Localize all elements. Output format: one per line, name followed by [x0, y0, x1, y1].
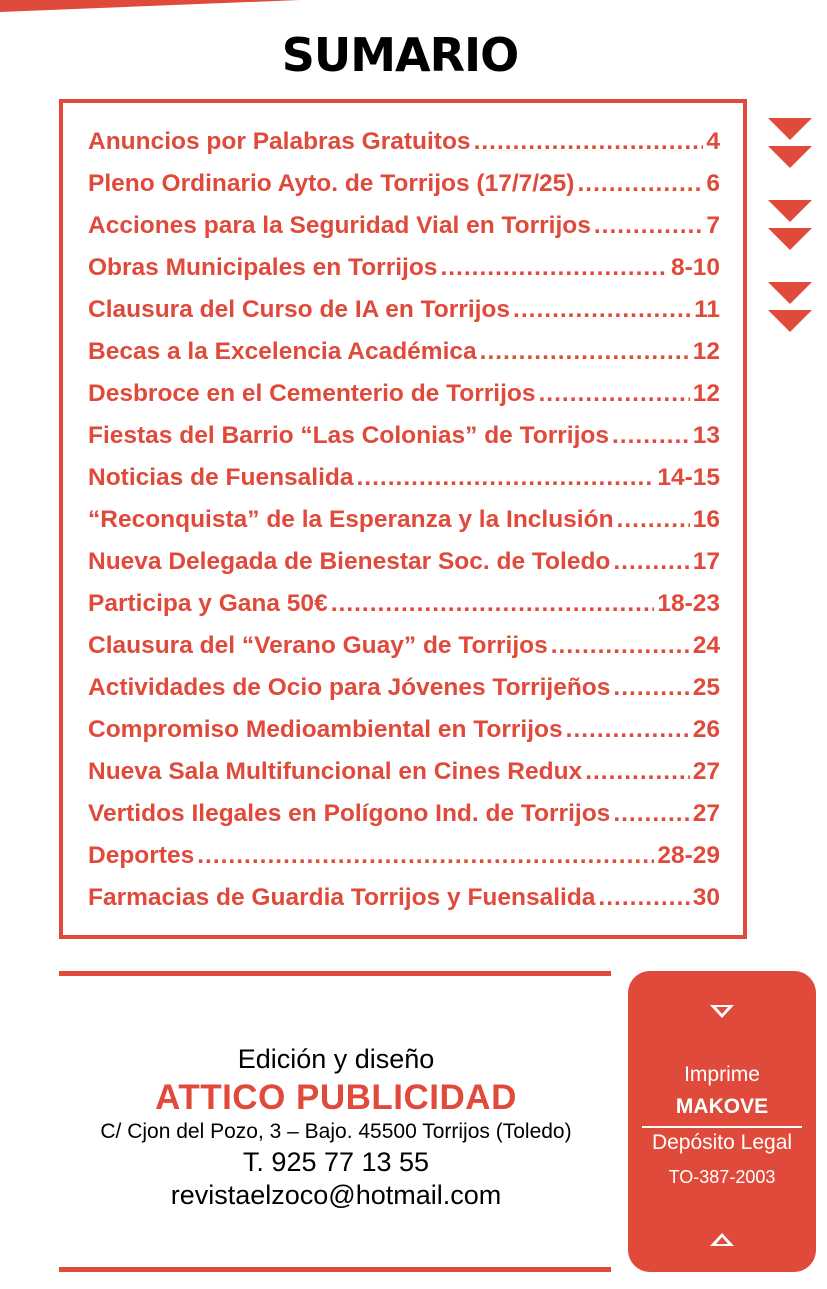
arrow-down-icon	[710, 1005, 734, 1018]
toc-leader-dots	[474, 121, 704, 163]
toc-item-page: 24	[692, 632, 720, 659]
toc-item[interactable]	[88, 625, 720, 667]
toc-leader-dots	[617, 499, 690, 541]
address: C/ Cjon del Pozo, 3 – Bajo. 45500 Torrijos (Toledo)	[100, 1120, 572, 1143]
toc-leader-dots	[331, 583, 655, 625]
toc-item[interactable]	[88, 877, 720, 919]
toc-item[interactable]	[88, 835, 720, 877]
toc-item-title: Pleno Ordinario Ayto. de Torrijos (17/7/25)	[88, 170, 575, 197]
toc-item-title: Actividades de Ocio para Jóvenes Torrijeños	[88, 674, 611, 701]
deposito-label: Depósito Legal	[651, 1131, 793, 1154]
toc-item-page: 4	[706, 128, 720, 155]
double-arrow-down-icon	[768, 282, 812, 334]
toc-item-page: 16	[692, 506, 720, 533]
toc-item-title: Desbroce en el Cementerio de Torrijos	[88, 380, 536, 407]
phone: T. 925 77 13 55	[242, 1147, 430, 1177]
toc-leader-dots	[613, 541, 689, 583]
toc-item[interactable]	[88, 121, 720, 163]
toc-item[interactable]	[88, 163, 720, 205]
printer-name: MAKOVE	[675, 1095, 769, 1118]
toc-item-page: 30	[692, 884, 720, 911]
toc-item-title: Acciones para la Seguridad Vial en Torrijos	[88, 212, 591, 239]
toc-leader-dots	[551, 625, 690, 667]
toc-item[interactable]	[88, 415, 720, 457]
toc-item-title: Participa y Gana 50€	[88, 590, 328, 617]
toc-item-page: 12	[692, 380, 720, 407]
toc-item-title: Nueva Sala Multifuncional en Cines Redux	[88, 758, 583, 785]
toc-item[interactable]	[88, 205, 720, 247]
email: revistaelzoco@hotmail.com	[170, 1180, 502, 1210]
toc-item[interactable]	[88, 331, 720, 373]
imprime-label: Imprime	[684, 1063, 760, 1086]
toc-item-title: Clausura del Curso de IA en Torrijos	[88, 296, 511, 323]
card-divider	[642, 1126, 802, 1128]
toc-leader-dots	[598, 877, 689, 919]
toc-item-page: 13	[692, 422, 720, 449]
toc-item[interactable]	[88, 583, 720, 625]
toc-leader-dots	[613, 667, 689, 709]
toc-item[interactable]	[88, 541, 720, 583]
arrow-up-icon	[710, 1233, 734, 1246]
toc-leader-dots	[566, 709, 690, 751]
toc-leader-dots	[538, 373, 689, 415]
toc-leader-dots	[357, 457, 655, 499]
toc-item[interactable]	[88, 667, 720, 709]
print-card	[628, 971, 816, 1272]
toc-leader-dots	[480, 331, 690, 373]
toc-item-title: Fiestas del Barrio “Las Colonias” de Torrijos	[88, 422, 609, 449]
toc-item-title: Becas a la Excelencia Académica	[88, 338, 477, 365]
toc-leader-dots	[594, 205, 703, 247]
toc-item-page: 27	[692, 758, 720, 785]
deposito-code: TO-387-2003	[668, 1167, 776, 1187]
toc-leader-dots	[613, 793, 689, 835]
toc-item[interactable]	[88, 751, 720, 793]
toc-leader-dots	[197, 835, 654, 877]
toc-item[interactable]	[88, 709, 720, 751]
toc-item-page: 6	[706, 170, 720, 197]
toc-leader-dots	[440, 247, 668, 289]
toc-item-page: 25	[692, 674, 720, 701]
toc-leader-dots	[513, 289, 691, 331]
edition-label: Edición y diseño	[237, 1044, 435, 1074]
toc-item-title: Obras Municipales en Torrijos	[88, 254, 438, 281]
double-arrow-down-icon	[768, 118, 812, 170]
toc-item-page: 26	[692, 716, 720, 743]
toc-item-page: 7	[706, 212, 720, 239]
credits-block	[45, 1040, 627, 1212]
toc-item-page: 8-10	[670, 254, 720, 281]
toc-item-title: Noticias de Fuensalida	[88, 464, 354, 491]
toc-item[interactable]	[88, 793, 720, 835]
toc-item[interactable]	[88, 457, 720, 499]
toc-item-page: 17	[692, 548, 720, 575]
toc-leader-dots	[585, 751, 690, 793]
toc-item-page: 27	[692, 800, 720, 827]
double-arrow-down-icon	[768, 200, 812, 252]
toc-item-title: Farmacias de Guardia Torrijos y Fuensalida	[88, 884, 596, 911]
toc-item-page: 11	[694, 296, 720, 323]
toc-item-page: 28-29	[657, 842, 720, 869]
toc-item-page: 14-15	[657, 464, 720, 491]
toc-box	[59, 99, 747, 939]
toc-item-page: 12	[692, 338, 720, 365]
toc-leader-dots	[577, 163, 703, 205]
toc-list	[88, 121, 720, 919]
corner-stripe	[0, 0, 300, 12]
toc-item[interactable]	[88, 247, 720, 289]
toc-item-title: Vertidos Ilegales en Polígono Ind. de Torrijos	[88, 800, 611, 827]
page-title: SUMARIO	[281, 28, 519, 82]
toc-item-title: Compromiso Medioambiental en Torrijos	[88, 716, 563, 743]
top-divider	[59, 971, 611, 976]
toc-item-page: 18-23	[657, 590, 720, 617]
toc-item[interactable]	[88, 499, 720, 541]
toc-item-title: Anuncios por Palabras Gratuitos	[88, 128, 471, 155]
toc-item-title: Clausura del “Verano Guay” de Torrijos	[88, 632, 548, 659]
toc-item-title: Nueva Delegada de Bienestar Soc. de Toledo	[88, 548, 611, 575]
toc-item-title: Deportes	[88, 842, 195, 869]
toc-leader-dots	[612, 415, 690, 457]
toc-item[interactable]	[88, 289, 720, 331]
company-name: ATTICO PUBLICIDAD	[155, 1078, 517, 1117]
bottom-divider	[59, 1267, 611, 1272]
toc-item-title: “Reconquista” de la Esperanza y la Inclusión	[88, 506, 614, 533]
toc-item[interactable]	[88, 373, 720, 415]
